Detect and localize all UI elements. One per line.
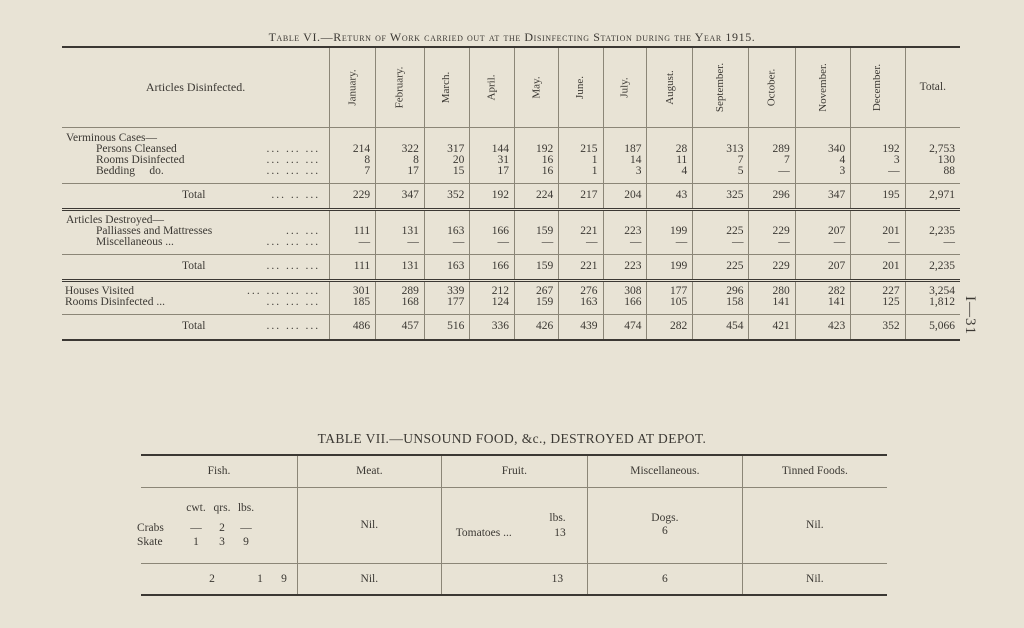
month-value: 4 — [795, 155, 851, 166]
month-value: 4 — [647, 166, 693, 177]
month-value: 325 — [693, 183, 749, 209]
leader-dots: ... ... ... — [266, 236, 321, 248]
misc-total: 6 — [588, 563, 743, 595]
month-value: 224 — [515, 183, 559, 209]
misc-value: 6 — [662, 525, 668, 537]
month-value: 516 — [424, 314, 469, 340]
month-value: 280 — [749, 286, 795, 297]
row-total: 1,812 — [905, 297, 960, 308]
month-value: 17 — [470, 166, 515, 177]
month-value: 225 — [693, 226, 749, 237]
month-value: — — [376, 237, 425, 248]
month-value: 215 — [559, 144, 603, 155]
month-value: 421 — [749, 314, 795, 340]
table6-header-row — [62, 47, 960, 127]
month-value: 289 — [376, 286, 425, 297]
month-value: 159 — [515, 254, 559, 280]
month-value: 282 — [795, 286, 851, 297]
month-value: 7 — [330, 166, 376, 177]
fish-qrs: 3 — [219, 536, 225, 548]
meat-cell: Nil. — [298, 487, 442, 563]
month-value: 8 — [330, 155, 376, 166]
month-value: 276 — [559, 286, 603, 297]
row-total: 5,066 — [905, 314, 960, 340]
row-label: Houses Visited — [65, 285, 135, 297]
month-value: 177 — [647, 286, 693, 297]
row-label: Persons Cleansed — [96, 143, 177, 155]
leader-dots: ... .. ... — [271, 189, 321, 201]
table7-unsound-food — [137, 454, 887, 596]
month-value: 199 — [647, 226, 693, 237]
month-value: 163 — [559, 297, 603, 308]
fruit-unit: lbs. — [549, 511, 566, 524]
month-value: 212 — [470, 286, 515, 297]
header-total: Total. — [905, 47, 960, 127]
month-value: 14 — [603, 155, 647, 166]
leader-dots: ... ... ... — [266, 165, 321, 177]
header-misc: Miscellaneous. — [588, 455, 743, 487]
month-value: 166 — [603, 297, 647, 308]
section-heading-row — [62, 133, 960, 144]
month-value: 217 — [559, 183, 603, 209]
month-value: 308 — [603, 286, 647, 297]
month-value: 20 — [424, 155, 469, 166]
month-value: 214 — [330, 144, 376, 155]
month-value: 313 — [693, 144, 749, 155]
month-value: 111 — [330, 254, 376, 280]
header-articles: Articles Disinfected. — [62, 47, 330, 127]
month-value: 223 — [603, 254, 647, 280]
section-heading: Articles Destroyed— — [66, 214, 165, 226]
tinned-cell: Nil. — [742, 487, 887, 563]
row-label: Palliasses and Mattresses — [96, 225, 213, 237]
header-meat: Meat. — [298, 455, 442, 487]
table-row — [62, 226, 960, 237]
header-month: July. — [618, 77, 631, 98]
month-value: 423 — [795, 314, 851, 340]
row-label: Bedding do. — [96, 165, 164, 177]
month-value: 177 — [424, 297, 469, 308]
month-value: 185 — [330, 297, 376, 308]
month-value: 457 — [376, 314, 425, 340]
month-value: 347 — [376, 183, 425, 209]
header-month: March. — [440, 71, 453, 103]
month-value: 229 — [749, 226, 795, 237]
header-month: October. — [765, 68, 778, 107]
table-row — [62, 155, 960, 166]
month-value: 159 — [515, 226, 559, 237]
header-month: November. — [816, 62, 829, 112]
month-value: 163 — [424, 254, 469, 280]
month-value: 347 — [795, 183, 851, 209]
header-month: May. — [530, 76, 543, 99]
fish-lbs: — — [240, 522, 252, 534]
month-value: 11 — [647, 155, 693, 166]
month-value: 486 — [330, 314, 376, 340]
month-value: 3 — [603, 166, 647, 177]
month-value: 474 — [603, 314, 647, 340]
month-value: 163 — [424, 226, 469, 237]
header-month: April. — [485, 74, 498, 101]
month-value: 159 — [515, 297, 559, 308]
month-value: 111 — [330, 226, 376, 237]
month-value: 158 — [693, 297, 749, 308]
month-value: 5 — [693, 166, 749, 177]
month-value: — — [515, 237, 559, 248]
header-tinned: Tinned Foods. — [742, 455, 887, 487]
total-row — [62, 183, 960, 209]
month-value: 336 — [470, 314, 515, 340]
header-month: February. — [393, 66, 406, 109]
month-value: 322 — [376, 144, 425, 155]
header-month: January. — [346, 69, 359, 106]
meat-total: Nil. — [298, 563, 442, 595]
fish-total — [141, 563, 298, 595]
fish-cwt: — — [190, 522, 202, 534]
misc-cell — [588, 487, 743, 563]
table6-body — [62, 127, 960, 340]
month-value: 192 — [470, 183, 515, 209]
month-value: 187 — [603, 144, 647, 155]
month-value: 296 — [749, 183, 795, 209]
month-value: 199 — [647, 254, 693, 280]
month-value: 124 — [470, 297, 515, 308]
section-heading: Verminous Cases— — [66, 132, 158, 144]
month-value: — — [424, 237, 469, 248]
month-value: 229 — [749, 254, 795, 280]
misc-item: Dogs. — [651, 512, 679, 524]
month-value: 131 — [376, 254, 425, 280]
fish-name: Crabs — [137, 522, 164, 534]
month-value: 221 — [559, 254, 603, 280]
row-total: 88 — [905, 166, 960, 177]
fish-qrs: 2 — [219, 522, 225, 534]
month-value: 352 — [424, 183, 469, 209]
month-value: 125 — [851, 297, 905, 308]
leader-dots: ... ... ... ... — [246, 285, 321, 297]
total-row — [62, 254, 960, 280]
month-value: 166 — [470, 254, 515, 280]
month-value: 439 — [559, 314, 603, 340]
month-value: 31 — [470, 155, 515, 166]
month-value: 168 — [376, 297, 425, 308]
leader-dots: ... ... ... — [266, 143, 321, 155]
header-month: June. — [574, 75, 587, 99]
month-value: 201 — [851, 226, 905, 237]
month-value: 141 — [795, 297, 851, 308]
row-total: 130 — [905, 155, 960, 166]
month-value: 340 — [795, 144, 851, 155]
month-value: 17 — [376, 166, 425, 177]
leader-dots: ... ... ... — [266, 154, 321, 166]
month-value: 3 — [851, 155, 905, 166]
month-value: — — [851, 166, 905, 177]
month-value: — — [749, 166, 795, 177]
fish-unit: qrs. — [213, 502, 231, 514]
row-label: Miscellaneous ... — [96, 236, 174, 248]
row-total: — — [905, 237, 960, 248]
table6-disinfecting-station — [62, 46, 960, 341]
month-value: 1 — [559, 166, 603, 177]
month-value: 221 — [559, 226, 603, 237]
month-value: 28 — [647, 144, 693, 155]
month-value: 7 — [693, 155, 749, 166]
fish-total-lbs: 9 — [281, 572, 287, 585]
month-value: 207 — [795, 226, 851, 237]
header-month: December. — [871, 63, 884, 111]
fruit-item: Tomatoes ... — [455, 526, 512, 539]
fish-total-cwt: 2 — [209, 572, 215, 585]
month-value: 195 — [851, 183, 905, 209]
page-number: I—31 — [962, 296, 978, 335]
month-value: — — [647, 237, 693, 248]
month-value: — — [603, 237, 647, 248]
month-value: 3 — [795, 166, 851, 177]
leader-dots: ... ... ... — [266, 260, 321, 272]
month-value: 16 — [515, 166, 559, 177]
tinned-total: Nil. — [742, 563, 887, 595]
month-value: 352 — [851, 314, 905, 340]
row-label: Total — [182, 260, 206, 272]
month-value: 282 — [647, 314, 693, 340]
month-value: — — [470, 237, 515, 248]
table-row — [62, 297, 960, 308]
month-value: — — [330, 237, 376, 248]
month-value: 192 — [515, 144, 559, 155]
row-total: 2,971 — [905, 183, 960, 209]
header-fish: Fish. — [141, 455, 298, 487]
row-total: 2,753 — [905, 144, 960, 155]
fish-unit: cwt. — [186, 502, 206, 514]
month-value: 207 — [795, 254, 851, 280]
month-value: 141 — [749, 297, 795, 308]
row-label: Total — [182, 320, 206, 333]
month-value: 192 — [851, 144, 905, 155]
row-label: Rooms Disinfected ... — [65, 296, 165, 308]
fish-lbs: 9 — [243, 536, 249, 548]
fruit-value: 13 — [554, 526, 566, 539]
month-value: 1 — [559, 155, 603, 166]
month-value: — — [851, 237, 905, 248]
month-value: — — [749, 237, 795, 248]
leader-dots: ... ... ... — [266, 320, 321, 333]
month-value: — — [559, 237, 603, 248]
leader-dots: ... ... — [285, 225, 321, 237]
fish-unit: lbs. — [237, 502, 255, 514]
header-month: September. — [714, 62, 727, 112]
month-value: 426 — [515, 314, 559, 340]
table6-title: Table VI.—Return of Work carried out at the Disinfecting Station during the Year 1915. — [268, 30, 756, 44]
fish-name: Skate — [137, 536, 163, 548]
month-value: 7 — [749, 155, 795, 166]
month-value: 227 — [851, 286, 905, 297]
table7-title: TABLE VII.—UNSOUND FOOD, &c., DESTROYED AT DEPOT. — [317, 431, 707, 446]
month-value: 229 — [330, 183, 376, 209]
month-value: 43 — [647, 183, 693, 209]
row-label: Total — [182, 189, 206, 201]
month-value: 8 — [376, 155, 425, 166]
fish-cell — [137, 487, 298, 563]
fish-total-qrs: 1 — [257, 572, 263, 585]
fish-cwt: 1 — [193, 536, 199, 548]
month-value: 16 — [515, 155, 559, 166]
month-value: 105 — [647, 297, 693, 308]
month-value: 144 — [470, 144, 515, 155]
fruit-total: 13 — [441, 563, 587, 595]
month-value: 204 — [603, 183, 647, 209]
month-value: 223 — [603, 226, 647, 237]
month-value: 454 — [693, 314, 749, 340]
header-month: August. — [663, 69, 676, 105]
month-value: 339 — [424, 286, 469, 297]
month-value: 296 — [693, 286, 749, 297]
month-value: 201 — [851, 254, 905, 280]
month-value: — — [693, 237, 749, 248]
row-total: 2,235 — [905, 254, 960, 280]
month-value: 289 — [749, 144, 795, 155]
month-value: 225 — [693, 254, 749, 280]
month-value: 131 — [376, 226, 425, 237]
table-row — [62, 237, 960, 248]
header-fruit: Fruit. — [441, 455, 587, 487]
row-total: 2,235 — [905, 226, 960, 237]
month-value: 15 — [424, 166, 469, 177]
leader-dots: ... ... ... — [266, 296, 321, 308]
month-value: 301 — [330, 286, 376, 297]
table-row — [62, 166, 960, 177]
table-row — [62, 144, 960, 155]
fruit-cell — [441, 487, 587, 563]
table-row — [62, 286, 960, 297]
total-row — [62, 314, 960, 340]
month-value: 166 — [470, 226, 515, 237]
row-total: 3,254 — [905, 286, 960, 297]
row-label: Rooms Disinfected — [96, 154, 185, 166]
month-value: 317 — [424, 144, 469, 155]
month-value: — — [795, 237, 851, 248]
month-value: 267 — [515, 286, 559, 297]
